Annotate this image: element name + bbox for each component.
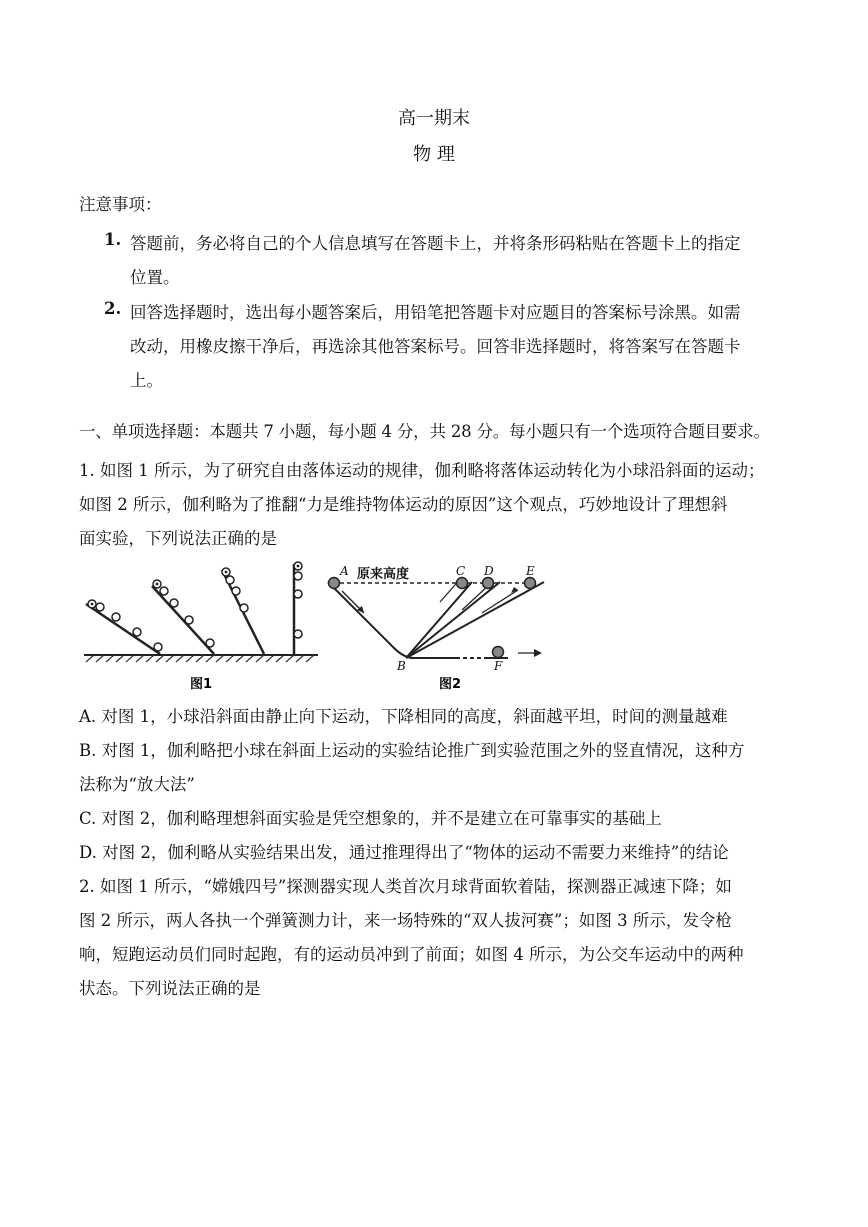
figure-2-ideal-incline bbox=[322, 560, 552, 696]
figure-1-inclines bbox=[82, 558, 322, 698]
figure-2-caption: 图2 bbox=[439, 677, 462, 692]
option-c: C. 对图 2，伽利略理想斜面实验是凭空想象的，并不是建立在可靠事实的基础上 bbox=[79, 809, 662, 828]
notice-item-number: 1. bbox=[104, 230, 122, 249]
notice-item-line: 位置。 bbox=[130, 268, 180, 287]
original-height-label: 原来高度 bbox=[357, 567, 410, 582]
notice-heading: 注意事项： bbox=[79, 195, 162, 214]
notice-item-line: 回答选择题时，选出每小题答案后，用铅笔把答题卡对应题目的答案标号涂黑。如需 bbox=[130, 303, 741, 322]
notice-item-number: 2. bbox=[104, 299, 122, 318]
question-stem-line: 图 2 所示，两人各执一个弹簧测力计，来一场特殊的“双人拔河赛”；如图 3 所示，发令枪 bbox=[79, 911, 732, 930]
point-label: E bbox=[526, 564, 535, 578]
option-b-continued: 法称为“放大法” bbox=[79, 775, 195, 794]
point-label: C bbox=[456, 564, 466, 578]
figure-1-caption: 图1 bbox=[190, 677, 213, 692]
question-stem-line: 响，短跑运动员们同时起跑，有的运动员冲到了前面；如图 4 所示，为公交车运动中的两种 bbox=[79, 945, 744, 964]
page-title: 高一期末 bbox=[398, 108, 470, 129]
point-label: B bbox=[397, 659, 406, 673]
point-label: A bbox=[340, 564, 349, 578]
subject-title: 物 理 bbox=[413, 144, 455, 165]
question-stem-line: 如图 2 所示，伽利略为了推翻“力是维持物体运动的原因”这个观点，巧妙地设计了理想斜 bbox=[79, 495, 728, 514]
question-stem-line: 状态。下列说法正确的是 bbox=[79, 979, 261, 998]
question-stem-line: 面实验，下列说法正确的是 bbox=[79, 529, 277, 548]
option-a: A. 对图 1，小球沿斜面由静止向下运动，下降相同的高度，斜面越平坦，时间的测量越难 bbox=[79, 707, 728, 726]
section-heading: 一、单项选择题：本题共 7 小题，每小题 4 分，共 28 分。每小题只有一个选项符合题目要求。 bbox=[79, 422, 770, 441]
notice-item-line: 改动，用橡皮擦干净后，再选涂其他答案标号。回答非选择题时，将答案写在答题卡 bbox=[130, 337, 741, 356]
notice-item-line: 上。 bbox=[130, 371, 163, 390]
notice-item-line: 答题前，务必将自己的个人信息填写在答题卡上，并将条形码粘贴在答题卡上的指定 bbox=[130, 234, 741, 253]
point-label: D bbox=[484, 564, 494, 578]
incline-1 bbox=[86, 604, 160, 654]
question-stem-line: 1. 如图 1 所示，为了研究自由落体运动的规律，伽利略将落体运动转化为小球沿斜面的运动； bbox=[79, 461, 765, 480]
option-b: B. 对图 1，伽利略把小球在斜面上运动的实验结论推广到实验范围之外的竖直情况，这种方 bbox=[79, 741, 745, 760]
question-stem-line: 2. 如图 1 所示，“嫦娥四号”探测器实现人类首次月球背面软着陆，探测器正减速下降；如 bbox=[79, 877, 732, 896]
point-label: F bbox=[494, 659, 503, 673]
option-d: D. 对图 2，伽利略从实验结果出发，通过推理得出了“物体的运动不需要力来维持”的结论 bbox=[79, 843, 729, 862]
